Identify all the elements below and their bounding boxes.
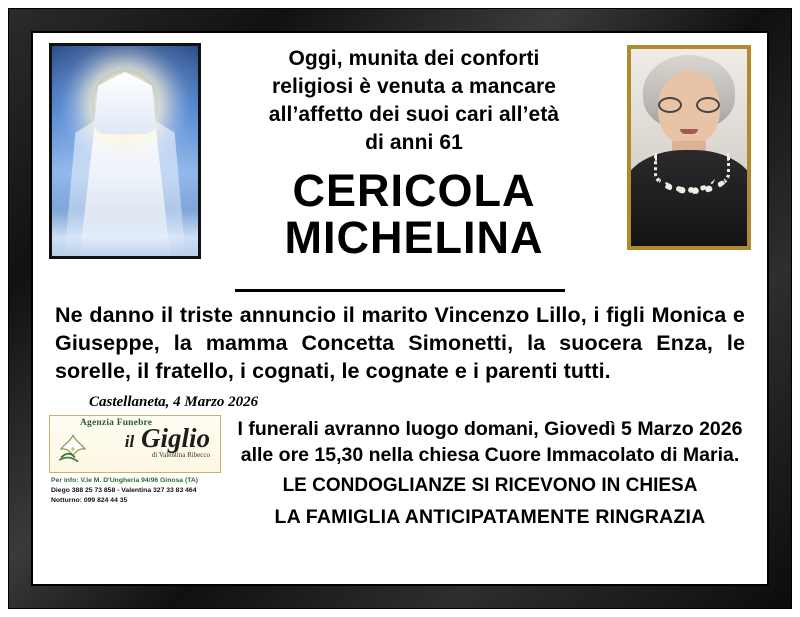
header-line-3: all’affetto dei suoi cari all’età	[268, 102, 560, 126]
inner-frame	[31, 31, 769, 586]
portrait-mouth	[680, 129, 698, 134]
deceased-surname: CERICOLA	[292, 164, 536, 216]
deceased-portrait-photo	[627, 45, 751, 250]
place-and-date: Castellaneta, 4 Marzo 2026	[89, 393, 259, 410]
top-section	[49, 43, 751, 283]
funeral-details	[229, 415, 751, 531]
poster-sheet	[33, 33, 767, 584]
outer-frame	[8, 8, 792, 609]
announcement-text: Ne danno il triste annuncio il marito Vincenzo Lillo, i figli Monica e Giuseppe, la mamma Concetta Simonetti, la suocera Enza, le sorelle, il fratello, i cognati, le cognate e i parenti tutti.	[55, 303, 745, 383]
madonna-clouds	[52, 210, 198, 256]
deceased-firstname: MICHELINA	[284, 212, 544, 264]
agency-contact-line-2: Diego 388 25 73 858 - Valentina 327 33 83 464	[51, 486, 197, 494]
agency-contacts	[49, 476, 221, 506]
agency-logo-card	[49, 415, 221, 473]
family-thanks-note: LA FAMIGLIA ANTICIPATAMENTE RINGRAZIA	[274, 506, 706, 529]
agency-contact-line-1: Per info: V.le M. D'Ungheria 94/96 Ginosa (TA)	[51, 476, 199, 484]
header-line-2: religiosi è venuta a mancare	[271, 74, 557, 98]
agency-contact-line-3: Notturno: 099 824 44 35	[51, 496, 128, 504]
portrait-glasses	[658, 97, 720, 113]
funeral-line-2: alle ore 15,30 nella chiesa Cuore Immacolato di Maria.	[240, 443, 740, 466]
bottom-section	[49, 415, 751, 531]
funeral-line-1: I funerali avranno luogo domani, Giovedì 5 Marzo 2026	[237, 417, 743, 440]
condolences-note: LE CONDOGLIANZE SI RICEVONO IN CHIESA	[282, 475, 698, 497]
header-text-block	[211, 43, 617, 262]
agency-name-article: il	[124, 432, 135, 452]
header-line-1: Oggi, munita dei conforti	[288, 47, 540, 70]
agency-name-main: Giglio	[140, 423, 210, 454]
section-divider	[235, 289, 565, 292]
header-line-4: di anni 61	[365, 130, 463, 154]
lily-flower-icon	[56, 432, 90, 466]
agency-owner: di Valentina Ribecco	[151, 450, 210, 459]
agency-logo-block	[49, 415, 221, 506]
portrait-pearl-necklace-inner	[663, 161, 715, 193]
agency-label-agenzia: Agenzia Funebre	[80, 417, 153, 428]
madonna-image	[49, 43, 201, 259]
